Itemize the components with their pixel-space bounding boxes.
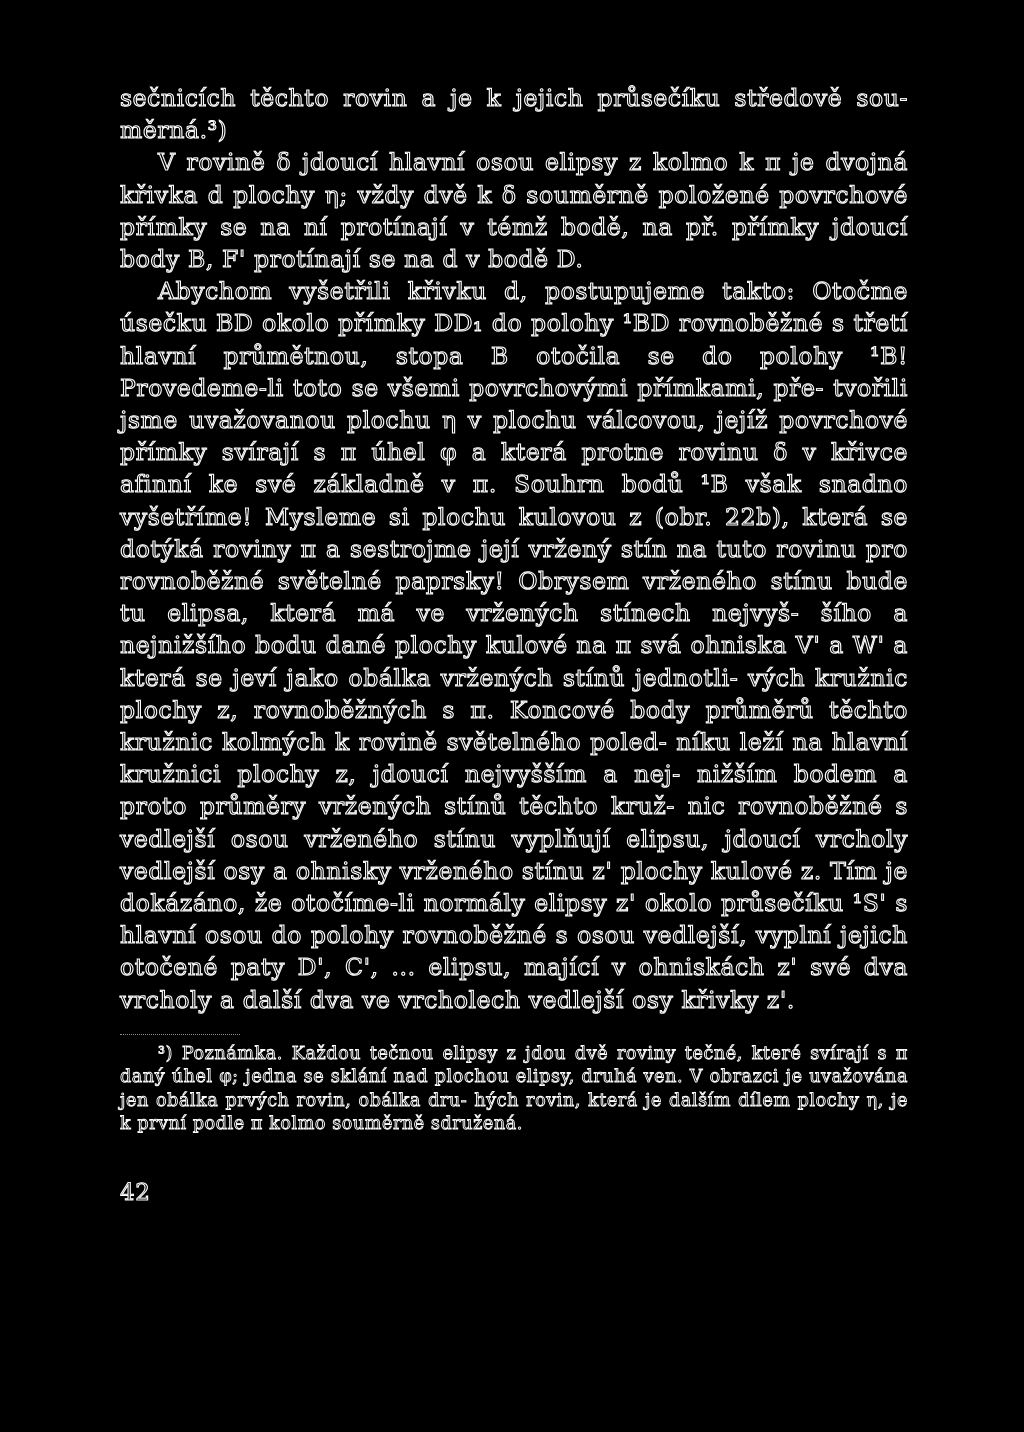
paragraph-3: Abychom vyšetřili křivku d, postupujeme takto: Otočme úsečku BD okolo přímky DD₁ do polohy ¹BD rovnoběžné s třetí hlavní průmětnou, stopa B otočila se do polohy ¹B! Provedeme-li toto se všemi povrchovými přímkami, pře- tvořili jsme uvažovanou plochu η v plochu válcovou, jejíž povrchové přímky svírají s π úhel φ a která protne rovinu δ v křivce afinní ke své základně v π. Souhrn bodů ¹B však snadno vyšetříme! Mysleme si plochu kulovou z (obr. 22b), která se dotýká roviny π a sestrojme její vržený stín na tuto rovinu pro rovnoběžné světelné paprsky! Obrysem vrženého stínu bude tu elipsa, která má ve vržených stínech nejvyš- šího a nejnižšího bodu dané plochy kulové na π svá ohniska V' a W' a která se jeví jako obálka vržených stínů jednotli- vých kružnic plochy z, rovnoběžných s π. Koncové body průměrů těchto kružnic kolmých k rovině světelného poled- níku leží na hlavní kružnici plochy z, jdoucí nejvyšším a nej- nižším bodem a proto průměry vržených stínů těchto kruž- nic rovnoběžné s vedlejší osou vrženého stínu vyplňují elipsu, jdoucí vrcholy vedlejší osy a ohnisky vrženého stínu z' plochy kulové z. Tím je dokázáno, že otočíme-li normály elipsy z' okolo průsečíku ¹S' s hlavní osou do polohy rovnoběžné s osou vedlejší, vyplní jejich otočené paty D', C', ... elipsu, mající v ohniskách z' své dva vrcholy a další dva ve vrcholech vedlejší osy křivky z'.	[120, 277, 908, 1014]
footnote-divider	[120, 1034, 240, 1035]
document-page	[120, 82, 908, 1207]
main-text	[120, 82, 908, 1016]
page-number: 42	[120, 1179, 151, 1206]
paragraph-1: sečnicích těchto rovin a je k jejich průsečíku středově sou- měrná.³)	[120, 84, 908, 145]
footnote: ³) Poznámka. Každou tečnou elipsy z jdou dvě roviny tečné, které svírají s π daný úhel φ; jedna se sklání nad plochou elipsy, druhá ven. V obrazci je uvažována jen obálka prvých rovin, obálka dru- hých rovin, která je dalším dílem plochy η, je k první podle π kolmo souměrně sdružená.	[120, 1043, 908, 1135]
paragraph-2: V rovině δ jdoucí hlavní osou elipsy z kolmo k π je dvojná křivka d plochy η; vždy dvě k δ souměrně položené povrchové přímky se na ní protínají v témž bodě, na př. přímky jdoucí body B, F' protínají se na d v bodě D.	[120, 148, 908, 274]
